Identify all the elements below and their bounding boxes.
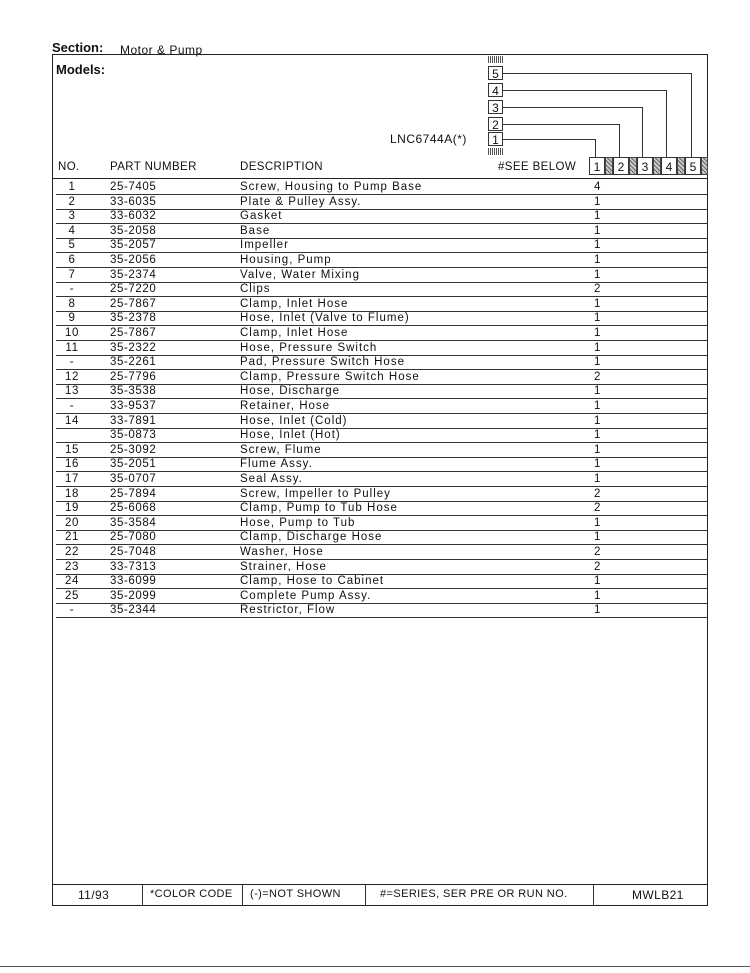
table-row — [52, 502, 708, 517]
row-part-number: 25-7867 — [110, 297, 157, 310]
row-description: Retainer, Hose — [240, 400, 331, 412]
table-row — [52, 327, 708, 342]
footer-divider-3 — [365, 884, 366, 906]
section-value: Motor & Pump — [120, 43, 203, 57]
row-quantity: 1 — [594, 429, 601, 442]
row-part-number: 35-2374 — [110, 268, 157, 281]
footer-separator — [52, 884, 708, 885]
row-number: 22 — [65, 546, 79, 558]
row-quantity: 1 — [594, 254, 601, 266]
series-box-1: 1 — [488, 132, 503, 146]
row-description: Screw, Housing to Pump Base — [240, 181, 423, 193]
row-part-number: 25-6068 — [110, 502, 157, 515]
row-part-number: 33-6032 — [110, 210, 157, 223]
connector-line-5 — [503, 73, 691, 74]
row-number: 2 — [68, 195, 76, 208]
row-part-number: 35-2056 — [110, 254, 157, 266]
row-part-number: 35-0873 — [110, 429, 157, 442]
table-row — [52, 385, 708, 400]
row-quantity: 1 — [594, 589, 601, 602]
row-description: Clamp, Hose to Cabinet — [240, 575, 385, 588]
connector-line-4 — [503, 90, 666, 91]
table-row — [52, 400, 708, 415]
row-number: 7 — [68, 268, 76, 281]
series-box-3: 3 — [488, 100, 503, 114]
row-part-number: 25-7867 — [110, 327, 157, 339]
row-quantity: 2 — [594, 546, 601, 558]
table-row — [52, 575, 708, 590]
row-description: Strainer, Hose — [240, 560, 327, 573]
row-number: - — [69, 356, 75, 369]
table-row — [52, 604, 708, 619]
row-quantity: 1 — [594, 327, 601, 339]
table-row — [52, 312, 708, 327]
footer-doc-code: MWLB21 — [632, 888, 684, 902]
footer-divider-4 — [593, 884, 594, 906]
row-quantity: 1 — [594, 224, 601, 237]
row-number: 14 — [65, 414, 79, 427]
table-row — [52, 429, 708, 444]
row-description: Washer, Hose — [240, 546, 324, 558]
models-label: Models: — [56, 62, 106, 77]
row-number: 4 — [68, 224, 76, 237]
row-part-number: 35-0707 — [110, 473, 157, 485]
connector-drop-2 — [619, 124, 620, 157]
row-description: Clamp, Pressure Switch Hose — [240, 370, 420, 383]
row-quantity: 2 — [594, 502, 601, 515]
row-part-number: 35-2344 — [110, 604, 157, 617]
row-description: Base — [240, 224, 271, 237]
connector-drop-5 — [691, 73, 692, 157]
row-description: Impeller — [240, 239, 289, 252]
row-part-number: 35-2322 — [110, 341, 157, 354]
row-number: 3 — [68, 210, 76, 223]
model-name: LNC6744A(*) — [390, 132, 467, 146]
table-row — [52, 342, 708, 357]
table-row — [52, 546, 708, 561]
row-part-number: 33-7313 — [110, 560, 157, 573]
row-part-number: 25-7220 — [110, 283, 157, 296]
row-description: Hose, Inlet (Cold) — [240, 414, 348, 427]
row-quantity: 1 — [594, 531, 601, 544]
table-row — [52, 590, 708, 605]
row-part-number: 35-2261 — [110, 356, 157, 369]
row-number: - — [69, 604, 75, 617]
table-row — [52, 371, 708, 386]
table-row — [52, 517, 708, 532]
row-part-number: 33-6035 — [110, 195, 157, 208]
row-quantity: 1 — [594, 312, 601, 325]
header-series-4: 4 — [661, 157, 677, 175]
series-box-2: 2 — [488, 117, 503, 131]
row-part-number: 35-2099 — [110, 589, 157, 602]
row-number: 16 — [65, 458, 79, 471]
row-quantity: 1 — [594, 268, 601, 281]
row-description: Hose, Pump to Tub — [240, 516, 356, 529]
row-part-number: 35-2057 — [110, 239, 157, 252]
row-description: Clamp, Inlet Hose — [240, 297, 349, 310]
connector-line-1 — [503, 139, 595, 140]
row-description: Housing, Pump — [240, 254, 332, 266]
row-number: 18 — [65, 487, 79, 500]
row-number: 13 — [65, 385, 79, 398]
table-row — [52, 561, 708, 576]
section-label: Section: — [52, 40, 104, 55]
header-see-below: #SEE BELOW — [498, 161, 577, 173]
row-quantity: 1 — [594, 443, 601, 456]
connector-drop-4 — [666, 90, 667, 157]
row-number: 12 — [65, 370, 79, 383]
table-row — [52, 298, 708, 313]
header-series-shade-5 — [701, 157, 708, 175]
row-quantity: 1 — [594, 458, 601, 471]
row-description: Gasket — [240, 210, 283, 223]
row-description: Flume Assy. — [240, 458, 313, 471]
row-part-number: 25-7080 — [110, 531, 157, 544]
row-part-number: 33-9537 — [110, 400, 157, 412]
row-quantity: 1 — [594, 385, 601, 398]
row-quantity: 2 — [594, 560, 601, 573]
row-part-number: 25-7796 — [110, 370, 157, 383]
header-series-5: 5 — [685, 157, 701, 175]
row-part-number: 25-7405 — [110, 181, 157, 193]
row-part-number: 33-6099 — [110, 575, 157, 588]
table-row — [52, 196, 708, 211]
header-description: DESCRIPTION — [240, 161, 323, 173]
series-bottom-hatch — [488, 148, 503, 155]
table-row — [52, 254, 708, 269]
row-number: 11 — [65, 341, 79, 354]
row-description: Plate & Pulley Assy. — [240, 195, 362, 208]
footer-divider-2 — [242, 884, 243, 906]
header-part-number: PART NUMBER — [110, 161, 197, 173]
table-row — [52, 444, 708, 459]
row-part-number: 35-2058 — [110, 224, 157, 237]
row-underline — [56, 617, 708, 618]
footer-divider-1 — [142, 884, 143, 906]
row-quantity: 1 — [594, 473, 601, 485]
row-part-number: 33-7891 — [110, 414, 157, 427]
row-quantity: 1 — [594, 195, 601, 208]
page-bottom-rule — [0, 966, 750, 967]
row-description: Clamp, Pump to Tub Hose — [240, 502, 398, 515]
header-no: NO. — [58, 161, 80, 173]
row-description: Hose, Discharge — [240, 385, 341, 398]
row-number: 25 — [65, 589, 79, 602]
row-number: 24 — [65, 575, 79, 588]
header-separator — [52, 178, 708, 179]
footer-color-code: *COLOR CODE — [150, 888, 233, 900]
table-row — [52, 415, 708, 430]
footer-date: 11/93 — [78, 888, 110, 902]
row-number: 6 — [68, 254, 76, 266]
header-series-shade-3 — [653, 157, 661, 175]
row-part-number: 35-3584 — [110, 516, 157, 529]
row-number: 9 — [68, 312, 76, 325]
series-top-hatch — [488, 56, 503, 63]
row-number: - — [69, 283, 75, 296]
table-row — [52, 531, 708, 546]
row-number: - — [69, 400, 75, 412]
row-description: Hose, Inlet (Valve to Flume) — [240, 312, 410, 325]
connector-drop-1 — [595, 139, 596, 157]
row-part-number: 25-3092 — [110, 443, 157, 456]
header-series-shade-1 — [605, 157, 613, 175]
row-description: Complete Pump Assy. — [240, 589, 372, 602]
row-part-number: 35-3538 — [110, 385, 157, 398]
row-quantity: 1 — [594, 210, 601, 223]
row-description: Hose, Inlet (Hot) — [240, 429, 341, 442]
header-series-3: 3 — [637, 157, 653, 175]
row-quantity: 1 — [594, 341, 601, 354]
row-part-number: 35-2378 — [110, 312, 157, 325]
table-row — [52, 488, 708, 503]
header-series-shade-4 — [677, 157, 685, 175]
row-quantity: 1 — [594, 414, 601, 427]
row-description: Hose, Pressure Switch — [240, 341, 378, 354]
series-box-5: 5 — [488, 66, 503, 80]
row-number: 5 — [68, 239, 76, 252]
series-box-4: 4 — [488, 83, 503, 97]
row-number: 10 — [65, 327, 79, 339]
table-row — [52, 356, 708, 371]
row-quantity: 2 — [594, 370, 601, 383]
table-row — [52, 473, 708, 488]
row-description: Seal Assy. — [240, 473, 303, 485]
row-description: Clamp, Inlet Hose — [240, 327, 349, 339]
row-description: Screw, Impeller to Pulley — [240, 487, 391, 500]
row-description: Clamp, Discharge Hose — [240, 531, 383, 544]
header-series-1: 1 — [589, 157, 605, 175]
row-quantity: 1 — [594, 356, 601, 369]
row-part-number: 35-2051 — [110, 458, 157, 471]
footer-series-note: #=SERIES, SER PRE OR RUN NO. — [380, 888, 568, 900]
table-row — [52, 181, 708, 196]
row-number: 8 — [68, 297, 76, 310]
connector-line-3 — [503, 107, 642, 108]
row-description: Pad, Pressure Switch Hose — [240, 356, 405, 369]
table-row — [52, 210, 708, 225]
table-row — [52, 239, 708, 254]
row-part-number: 25-7048 — [110, 546, 157, 558]
row-number: 15 — [65, 443, 79, 456]
row-part-number: 25-7894 — [110, 487, 157, 500]
table-row — [52, 283, 708, 298]
row-quantity: 1 — [594, 575, 601, 588]
row-description: Valve, Water Mixing — [240, 268, 360, 281]
row-quantity: 2 — [594, 487, 601, 500]
row-description: Restrictor, Flow — [240, 604, 336, 617]
table-row — [52, 225, 708, 240]
row-description: Clips — [240, 283, 271, 296]
row-quantity: 1 — [594, 239, 601, 252]
row-quantity: 1 — [594, 297, 601, 310]
row-number: 19 — [65, 502, 79, 515]
connector-line-2 — [503, 124, 619, 125]
row-quantity: 1 — [594, 604, 601, 617]
row-quantity: 4 — [594, 181, 601, 193]
row-number: 21 — [65, 531, 79, 544]
connector-drop-3 — [642, 107, 643, 157]
row-number: 17 — [65, 473, 79, 485]
row-number: 23 — [65, 560, 79, 573]
table-row — [52, 269, 708, 284]
row-quantity: 1 — [594, 400, 601, 412]
row-quantity: 2 — [594, 283, 601, 296]
header-series-2: 2 — [613, 157, 629, 175]
row-number: 1 — [68, 181, 76, 193]
header-series-shade-2 — [629, 157, 637, 175]
footer-not-shown: (-)=NOT SHOWN — [250, 888, 341, 900]
row-quantity: 1 — [594, 516, 601, 529]
table-row — [52, 458, 708, 473]
row-number: 20 — [65, 516, 79, 529]
row-description: Screw, Flume — [240, 443, 322, 456]
